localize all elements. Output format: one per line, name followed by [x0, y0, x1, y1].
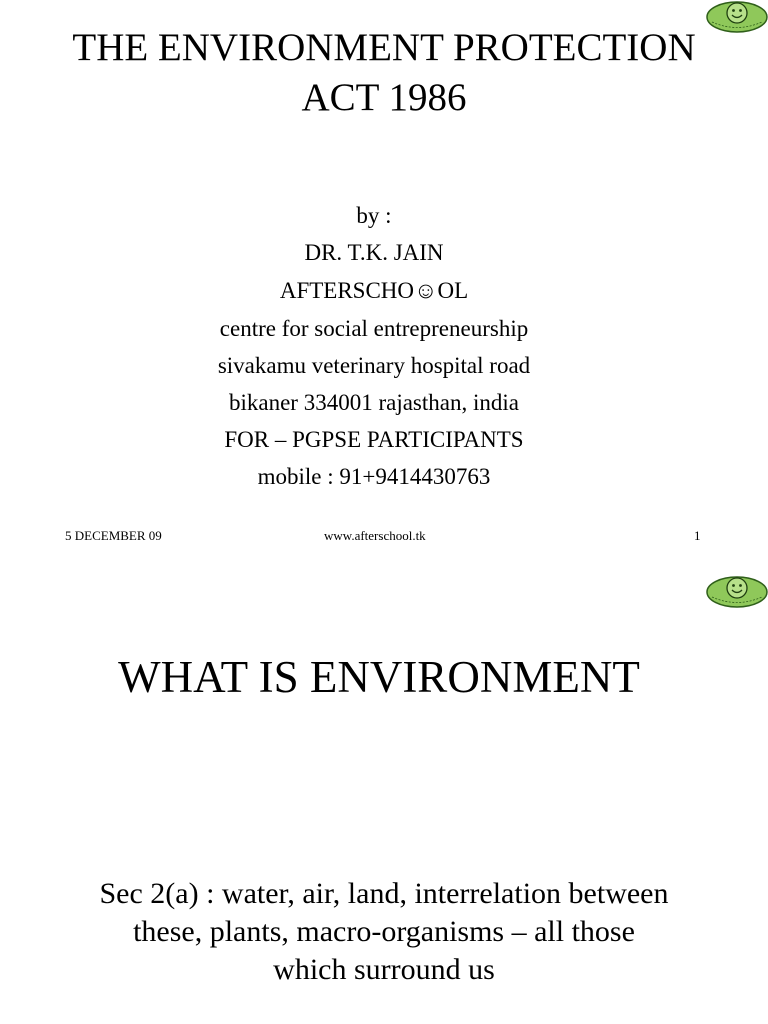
smiley-logo-icon	[706, 575, 768, 609]
organization-name: AFTERSCHO☺OL	[279, 278, 469, 303]
body-text-line: Sec 2(a) : water, air, land, interrelation between	[99, 877, 669, 910]
footer-date: 5 DECEMBER 09	[65, 528, 162, 543]
address-line: bikaner 334001 rajasthan, india	[229, 390, 519, 415]
footer-page-number: 1	[694, 528, 701, 543]
slide-2	[0, 572, 768, 1024]
byline-line: by :	[356, 203, 392, 228]
mobile-number: mobile : 91+9414430763	[257, 464, 491, 489]
body-text-line: these, plants, macro-organisms – all those	[133, 915, 635, 948]
organization-description: centre for social entrepreneurship	[219, 316, 529, 341]
body-text-line: which surround us	[273, 953, 495, 986]
footer-url: www.afterschool.tk	[324, 528, 426, 543]
address-line: sivakamu veterinary hospital road	[217, 353, 531, 378]
audience-line: FOR – PGPSE PARTICIPANTS	[224, 427, 524, 452]
slide-title-line: ACT 1986	[301, 76, 467, 119]
slide-title-line: THE ENVIRONMENT PROTECTION	[72, 26, 696, 69]
author-name: DR. T.K. JAIN	[304, 240, 444, 265]
slide-title: WHAT IS ENVIRONMENT	[118, 652, 640, 702]
